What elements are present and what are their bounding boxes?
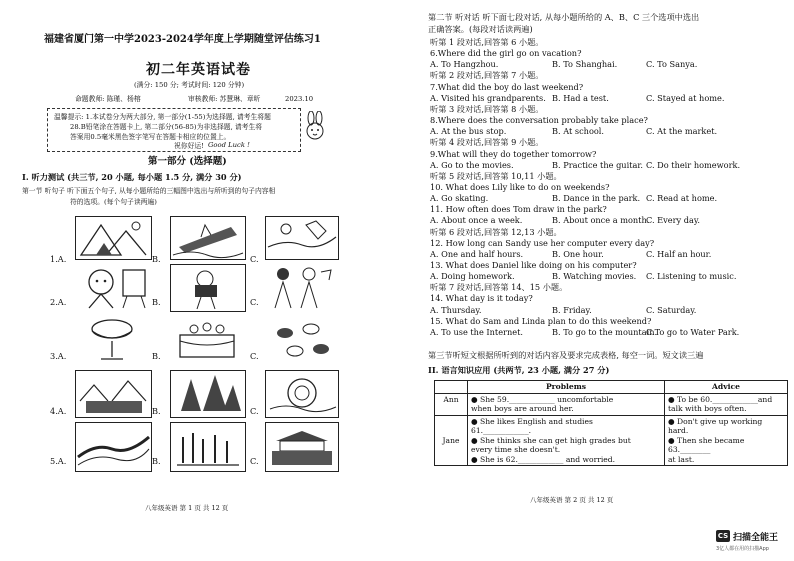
question-text: 10. What does Lily like to do on weekends? [430, 181, 610, 192]
option-label: C. [250, 297, 259, 307]
option-label: C. [250, 254, 259, 264]
notice-box [47, 108, 301, 152]
notice-line: 温馨提示: 1.本试卷分为两大部分, 第一部分(1-55)为选择题, 请考生将题 [54, 113, 271, 121]
question-text: 8.Where does the conversation probably take place? [430, 115, 648, 126]
answer-option: B. To Shanghai. [552, 59, 618, 70]
table-cell-text: when boys are around her. [471, 404, 574, 413]
dialogue-note: 听第 1 段对话,回答第 6 小题。 [430, 37, 544, 47]
answer-option: B. Practice the guitar. [552, 159, 643, 170]
answer-option: A. Visited his grandparents. [430, 92, 546, 103]
blank-63[interactable]: ● Then she became 63.________ [668, 435, 745, 454]
section1-instruction: 第一节 听句子 听下面五个句子, 从每小题所给的三幅图中选出与所听到的句子内容相 [22, 187, 276, 195]
answer-option: C. Stayed at home. [646, 92, 725, 103]
candy-picture [265, 315, 337, 365]
good-luck-text: Good Luck ! [208, 141, 250, 149]
girl-painting-picture [75, 264, 150, 310]
great-wall-picture [75, 422, 152, 472]
forest-picture [170, 370, 246, 418]
people-talking-picture [265, 264, 337, 310]
answer-option: C. Do their homework. [646, 159, 741, 170]
dialogue-note: 听第 2 段对话,回答第 7 小题。 [430, 70, 544, 81]
answer-option: C. To Sanya. [646, 59, 698, 70]
table-cell-text: hard. [668, 426, 689, 435]
option-label: C. [250, 456, 259, 466]
question-text: 13. What does Daniel like doing on his computer? [430, 260, 637, 270]
exam-reviewer: 审核教师: 苏慧琳、章昕 [188, 95, 261, 103]
answer-option: C. Half an hour. [646, 248, 712, 259]
option-label: C. [250, 351, 259, 361]
table-cell-text: ● She likes English and studies [471, 416, 593, 426]
page-footer: 八年级英语 第 2 页 共 12 页 [530, 496, 614, 504]
answer-option: C. Read at home. [646, 193, 718, 204]
question-number: 3.A. [50, 351, 67, 361]
exam-meta: (满分: 150 分; 考试时间: 120 分钟) [134, 81, 245, 89]
scanner-tagline: 3亿人都在用的扫描App [716, 546, 769, 552]
question-text: 14. What day is it today? [430, 293, 533, 304]
exam-teacher: 命题教师: 陈瑾、杨榕 [75, 95, 141, 103]
tiananmen-picture [265, 422, 339, 472]
option-label: B. [152, 351, 161, 361]
question-text: 11. How often does Tom draw in the park? [430, 204, 607, 215]
table-cell-text: every time she doesn't. [471, 445, 561, 454]
exam-school-title: 福建省厦门第一中学2023-2024学年度上学期随堂评估练习1 [44, 34, 321, 45]
jane-problems [468, 415, 665, 466]
question-number: 4.A. [50, 406, 67, 416]
answer-option: B. At school. [552, 126, 605, 137]
ann-advice [665, 393, 788, 415]
option-label: B. [152, 297, 161, 307]
dialogue-note: 听第 6 段对话,回答第 12,13 小题。 [430, 226, 562, 237]
ship-picture [170, 216, 246, 260]
question-number: 2.A. [50, 297, 67, 307]
part1-title: 第一部分 (选择题) [148, 156, 227, 167]
dialogue-note: 听第 4 段对话,回答第 9 小题。 [430, 137, 544, 148]
answer-option: A. To Hangzhou. [430, 59, 499, 70]
left-page [0, 0, 395, 561]
jane-advice [665, 415, 788, 466]
answer-option: B. To go to the mountain. [552, 326, 658, 337]
village-picture [75, 370, 152, 418]
table-header-advice: Advice [665, 381, 788, 394]
answer-option: A. Thursday. [430, 304, 482, 315]
table-cell-text: ● Don't give up working [668, 416, 763, 426]
table-row [435, 393, 788, 415]
answer-option: C. Saturday. [646, 304, 697, 315]
question-text: 12. How long can Sandy use her computer every day? [430, 237, 655, 248]
question-number: 1.A. [50, 254, 67, 264]
tent-mountain-picture [75, 216, 152, 260]
table-corner [435, 381, 468, 394]
cake-picture [170, 315, 244, 365]
notice-line: 答案用0.5毫米黑色签字笔写在答题卡相应的位置上。 [70, 133, 231, 141]
dialogue-note: 听第 5 段对话,回答第 10,11 小题。 [430, 170, 562, 181]
section1-title: I. 听力测试 (共三节, 20 小题, 每小题 1.5 分, 满分 30 分) [22, 172, 242, 182]
notice-line: 祝你好运! [174, 142, 204, 150]
option-label: B. [152, 254, 161, 264]
blank-62[interactable]: ● She is 62.____________ and worried. [471, 454, 616, 464]
answer-option: A. One and half hours. [430, 248, 524, 259]
dialogue-note: 听第 7 段对话,回答第 14、15 小题。 [430, 282, 568, 293]
table-cell-text: at last. [668, 454, 695, 464]
option-label: B. [152, 456, 161, 466]
table-cell-text: talk with boys often. [668, 404, 747, 413]
option-label: B. [152, 406, 161, 416]
answer-option: B. Dance in the park. [552, 193, 641, 204]
answer-option: B. About once a month. [552, 215, 650, 226]
river-picture [265, 216, 339, 260]
page-footer: 八年级英语 第 1 页 共 12 页 [145, 504, 229, 512]
photographer-picture [170, 264, 246, 312]
question-number: 5.A. [50, 456, 67, 466]
answer-option: A. About once a week. [430, 215, 523, 226]
blank-61[interactable]: 61.____________. [471, 426, 532, 435]
ann-problems [468, 393, 665, 415]
section-ii-title: II. 语言知识应用 (共两节, 23 小题, 满分 27 分) [428, 365, 610, 375]
blank-59[interactable]: ● She 59.____________ uncomfortable [471, 394, 614, 404]
right-page [400, 0, 794, 561]
question-text: 6.Where did the girl go on vacation? [430, 48, 582, 59]
row-name-jane: Jane [435, 415, 468, 466]
answer-option: C. Listening to music. [646, 271, 737, 282]
answer-option: A. Go skating. [430, 193, 489, 204]
answer-option: C. Every day. [646, 215, 701, 226]
table-row [435, 415, 788, 466]
notice-line: 28.B铅笔涂在答题卡上, 第二部分(56-85)为非选择题, 请考生将 [70, 123, 263, 131]
answer-option: B. One hour. [552, 248, 604, 259]
scanner-brand: 扫描全能王 [733, 533, 779, 543]
dialogue-note: 听第 3 段对话,回答第 8 小题。 [430, 103, 544, 114]
table-header-problems: Problems [468, 381, 665, 394]
answer-option: B. Had a test. [552, 92, 609, 103]
bunny-icon [302, 111, 328, 145]
blank-60[interactable]: ● To be 60.____________and [668, 394, 773, 404]
table-cell-text: ● She thinks she can get high grades but [471, 435, 631, 445]
section2-instruction: 正确答案。(每段对话读两遍) [428, 24, 533, 34]
answer-option: B. Friday. [552, 304, 592, 315]
answer-option: C. At the market. [646, 126, 718, 137]
camscanner-logo-icon: CS [717, 532, 729, 540]
section3-instruction: 第三节听短文根据所听到的对话内容及要求完成表格, 每空一词。短文读三遍 [428, 350, 704, 360]
ice-cream-picture [75, 315, 150, 365]
answer-option: B. Watching movies. [552, 271, 637, 282]
question-text: 9.What will they do together tomorrow? [430, 148, 597, 159]
section1-instruction: 符的选项。(每个句子读两遍) [70, 198, 157, 206]
swimming-picture [265, 370, 339, 418]
section2-title: 第二节 听对话 听下面七段对话, 从每小题所给的 A、B、C 三个选项中选出 [428, 12, 700, 22]
exam-date: 2023.10 [285, 95, 314, 103]
exam-title: 初二年英语试卷 [146, 62, 251, 78]
ruins-picture [170, 422, 246, 472]
answer-option: A. To use the Internet. [430, 326, 523, 337]
answer-option: A. Doing homework. [430, 271, 515, 282]
row-name-ann: Ann [435, 393, 468, 415]
question-text: 7.What did the boy do last weekend? [430, 81, 584, 92]
answer-option: A. Go to the movies. [430, 159, 514, 170]
answer-option: C.To go to Water Park. [646, 326, 740, 337]
question-text: 15. What do Sam and Linda plan to do this weekend? [430, 315, 652, 326]
listening-table [434, 380, 788, 466]
answer-option: A. At the bus stop. [430, 126, 507, 137]
option-label: C. [250, 406, 259, 416]
